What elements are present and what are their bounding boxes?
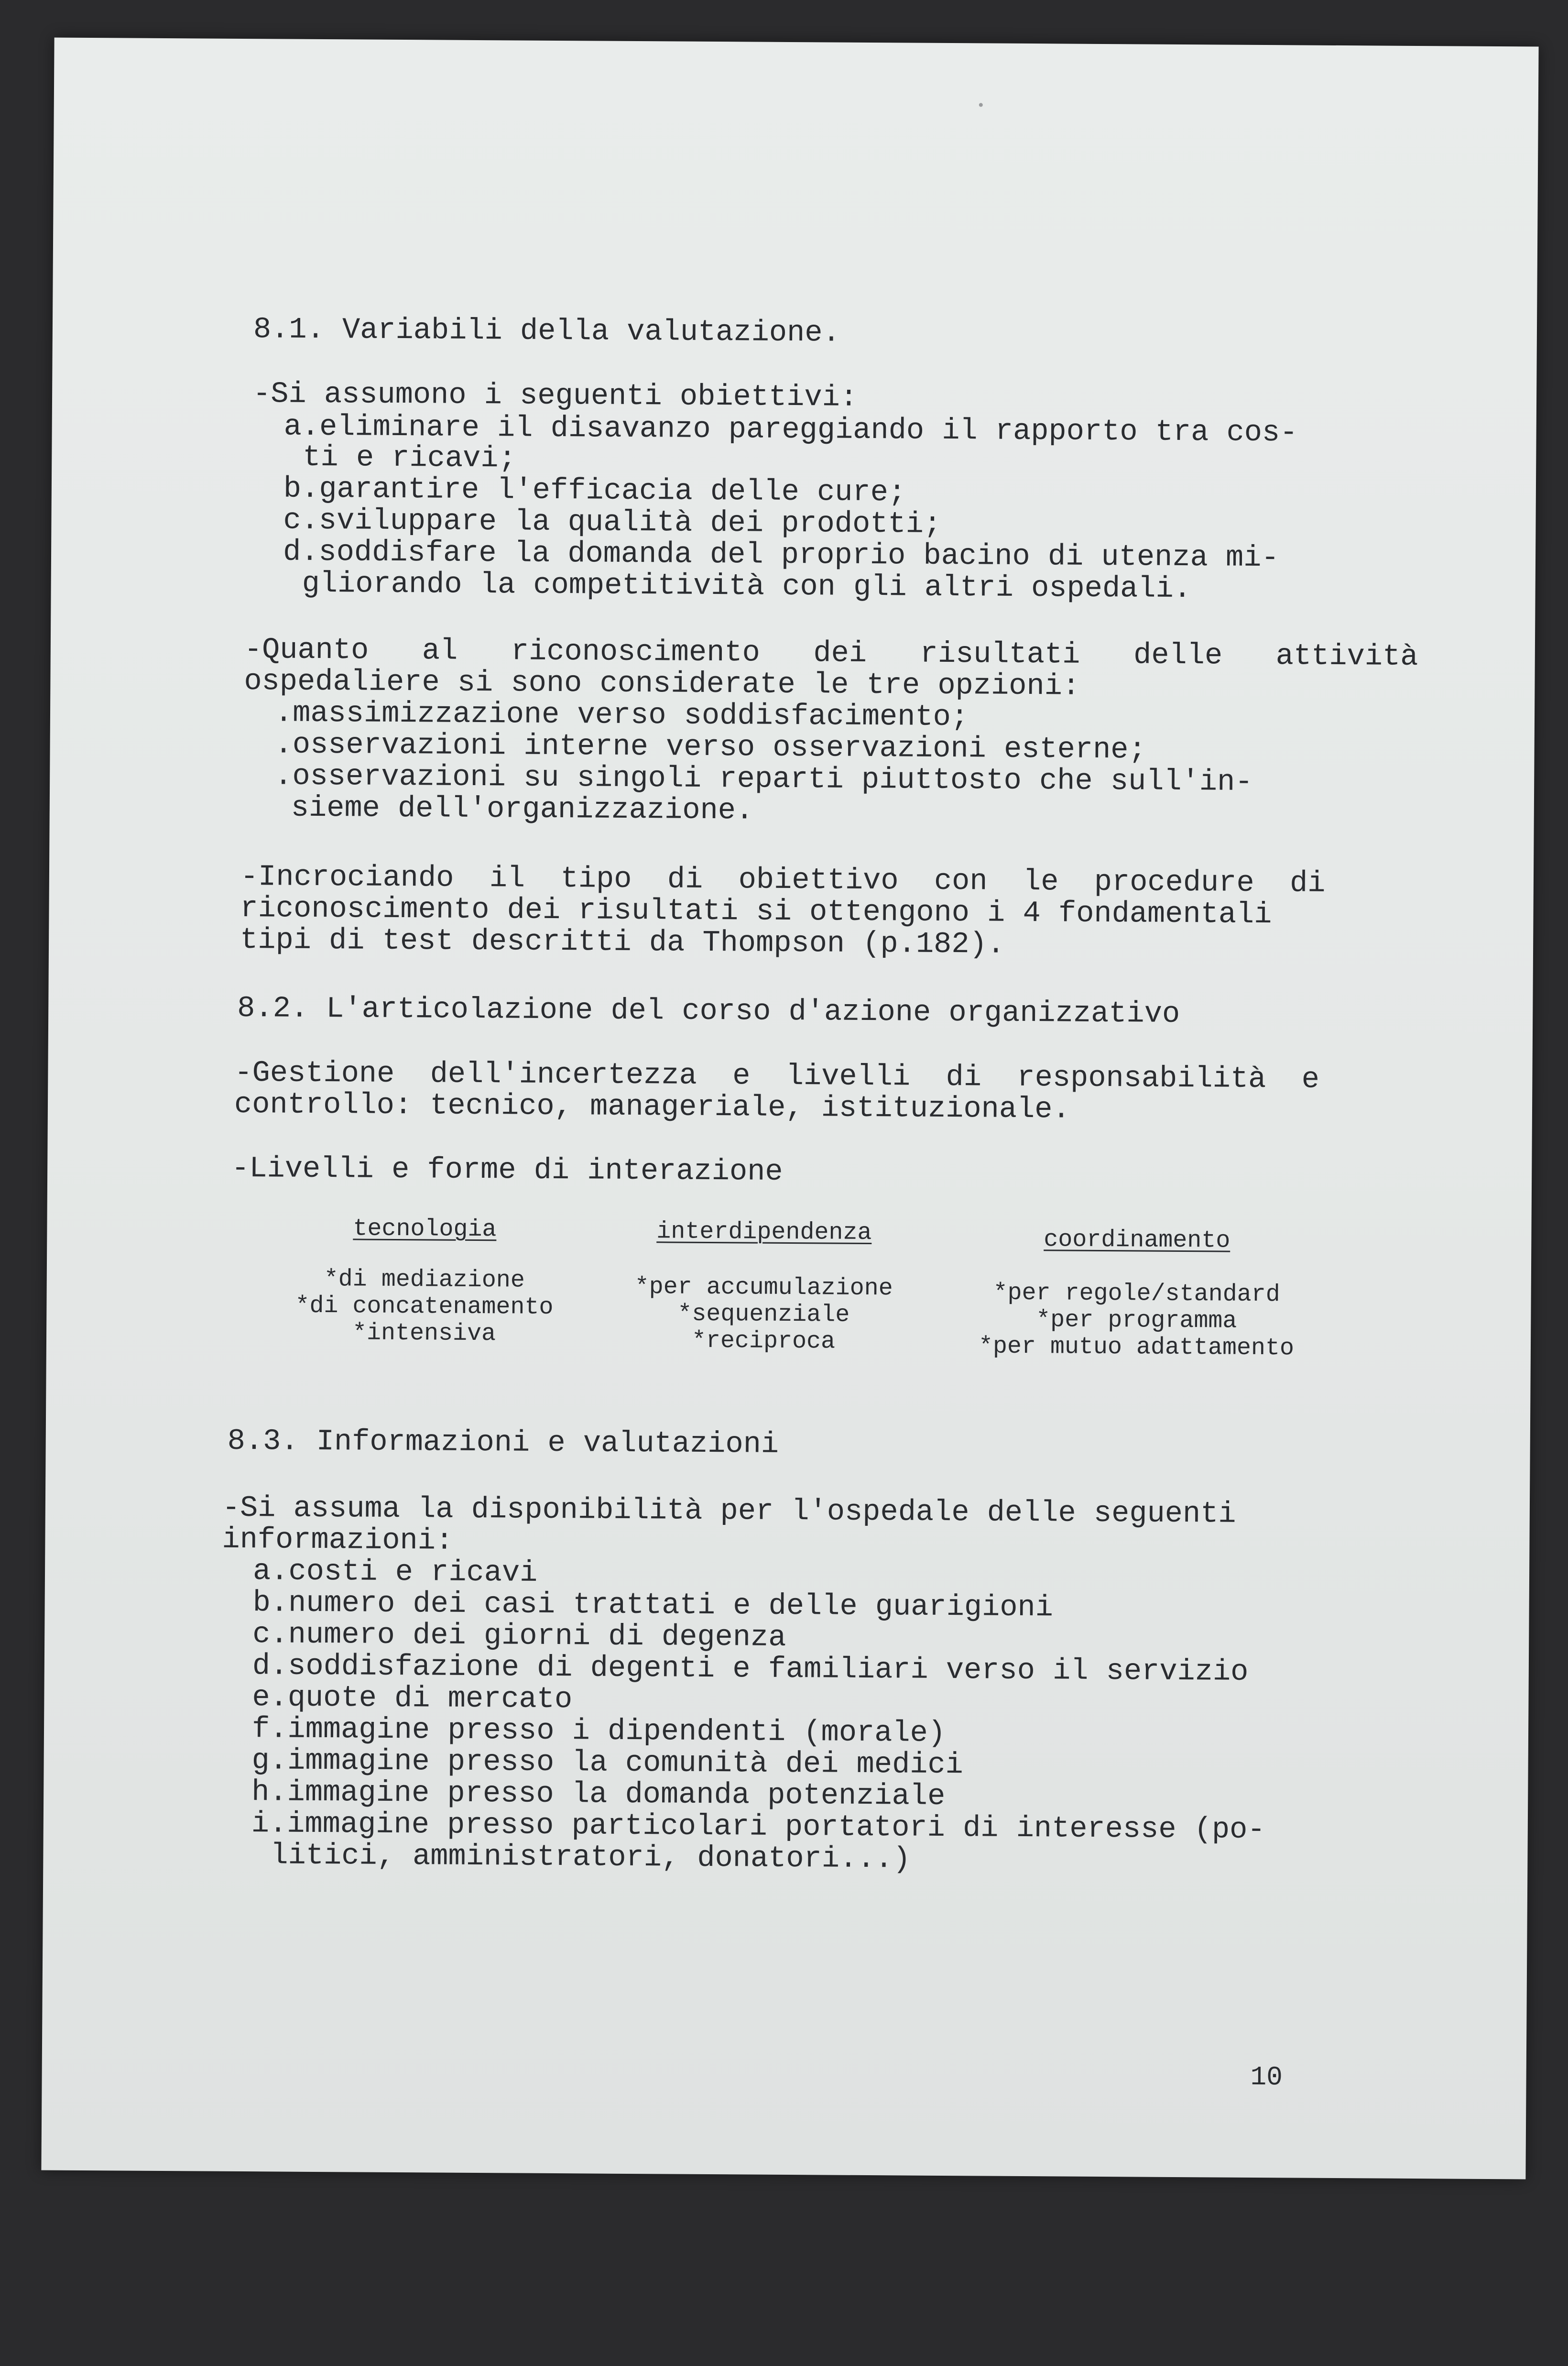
table-cell: *reciproca [691, 1327, 836, 1356]
column-header-tecnologia: tecnologia [353, 1215, 497, 1244]
list-item-continuation: ti e ricavi; [303, 440, 516, 476]
list-item: c.numero dei giorni di degenza [252, 1617, 786, 1654]
text-line: informazioni: [222, 1522, 454, 1558]
text-line: controllo: tecnico, manageriale, istituzionale. [234, 1087, 1070, 1127]
list-item: b.numero dei casi trattati e delle guarigioni [252, 1586, 1054, 1625]
ink-speck [979, 103, 983, 107]
table-cell: *per regole/standard [993, 1279, 1280, 1309]
list-item-continuation: gliorando la competitività con gli altri ospedali. [302, 566, 1192, 606]
column-header-coordinamento: coordinamento [1044, 1226, 1230, 1255]
list-item-continuation: litici, amministratori, donatori...) [270, 1838, 911, 1876]
list-item: .osservazioni interne verso osservazioni esterne; [274, 727, 1146, 767]
table-cell: *sequenziale [677, 1300, 850, 1329]
section-heading-8-1: 8.1. Variabili della valutazione. [253, 312, 840, 350]
text-line: ospedaliere si sono considerate le tre opzioni: [244, 664, 1080, 703]
list-item: i.immagine presso particolari portatori di interesse (po- [251, 1807, 1265, 1847]
list-item: e.quote di mercato [252, 1680, 573, 1717]
list-item: a.eliminare il disavanzo pareggiando il rapporto tra cos- [283, 409, 1298, 450]
page-number: 10 [1250, 2061, 1283, 2093]
table-cell: *di mediazione [324, 1266, 525, 1294]
list-item: g.immagine presso la comunità dei medici [251, 1743, 964, 1782]
list-item-continuation: sieme dell'organizzazione. [291, 790, 754, 828]
text-line: -Livelli e forme di interazione [231, 1151, 783, 1189]
list-item: h.immagine presso la domanda potenziale [251, 1775, 946, 1814]
text-line: tipi di test descritti da Thompson (p.182). [240, 922, 1005, 962]
list-item: .massimizzazione verso soddisfacimento; [274, 696, 969, 734]
paper-sheet [41, 38, 1538, 2180]
section-heading-8-2: 8.2. L'articolazione del corso d'azione organizzativo [237, 991, 1180, 1031]
text-line: riconoscimento dei risultati si ottengono i 4 fondamentali [240, 891, 1272, 932]
text-line: -Incrociando il tipo di obiettivo con le procedure di [240, 859, 1326, 900]
table-cell: *per mutuo adattamento [978, 1333, 1295, 1362]
list-item: .osservazioni su singoli reparti piuttosto che sull'in- [274, 759, 1253, 799]
table-cell: *per accumulazione [634, 1273, 893, 1303]
list-item: a.costi e ricavi [252, 1554, 538, 1590]
list-item: d.soddisfazione di degenti e familiari verso il servizio [252, 1649, 1249, 1689]
table-cell: *per programma [1036, 1306, 1237, 1335]
column-header-interdipendenza: interdipendenza [656, 1218, 872, 1247]
text-line: -Si assumono i seguenti obiettivi: [252, 377, 858, 415]
list-item: d.soddisfare la domanda del proprio bacino di utenza mi- [283, 535, 1279, 575]
section-heading-8-3: 8.3. Informazioni e valutazioni [227, 1424, 779, 1461]
list-item: c.sviluppare la qualità dei prodotti; [283, 503, 942, 541]
table-cell: *di concatenamento [295, 1292, 554, 1321]
list-item: f.immagine presso i dipendenti (morale) [251, 1712, 946, 1751]
text-line: -Gestione dell'incertezza e livelli di responsabilità e [234, 1055, 1320, 1096]
list-item: b.garantire l'efficacia delle cure; [283, 471, 906, 510]
text-line: -Si assuma la disponibilità per l'ospedale delle seguenti [222, 1490, 1236, 1531]
text-line: -Quanto al riconoscimento dei risultati delle attività [244, 633, 1418, 674]
table-cell: *intensiva [352, 1319, 496, 1348]
